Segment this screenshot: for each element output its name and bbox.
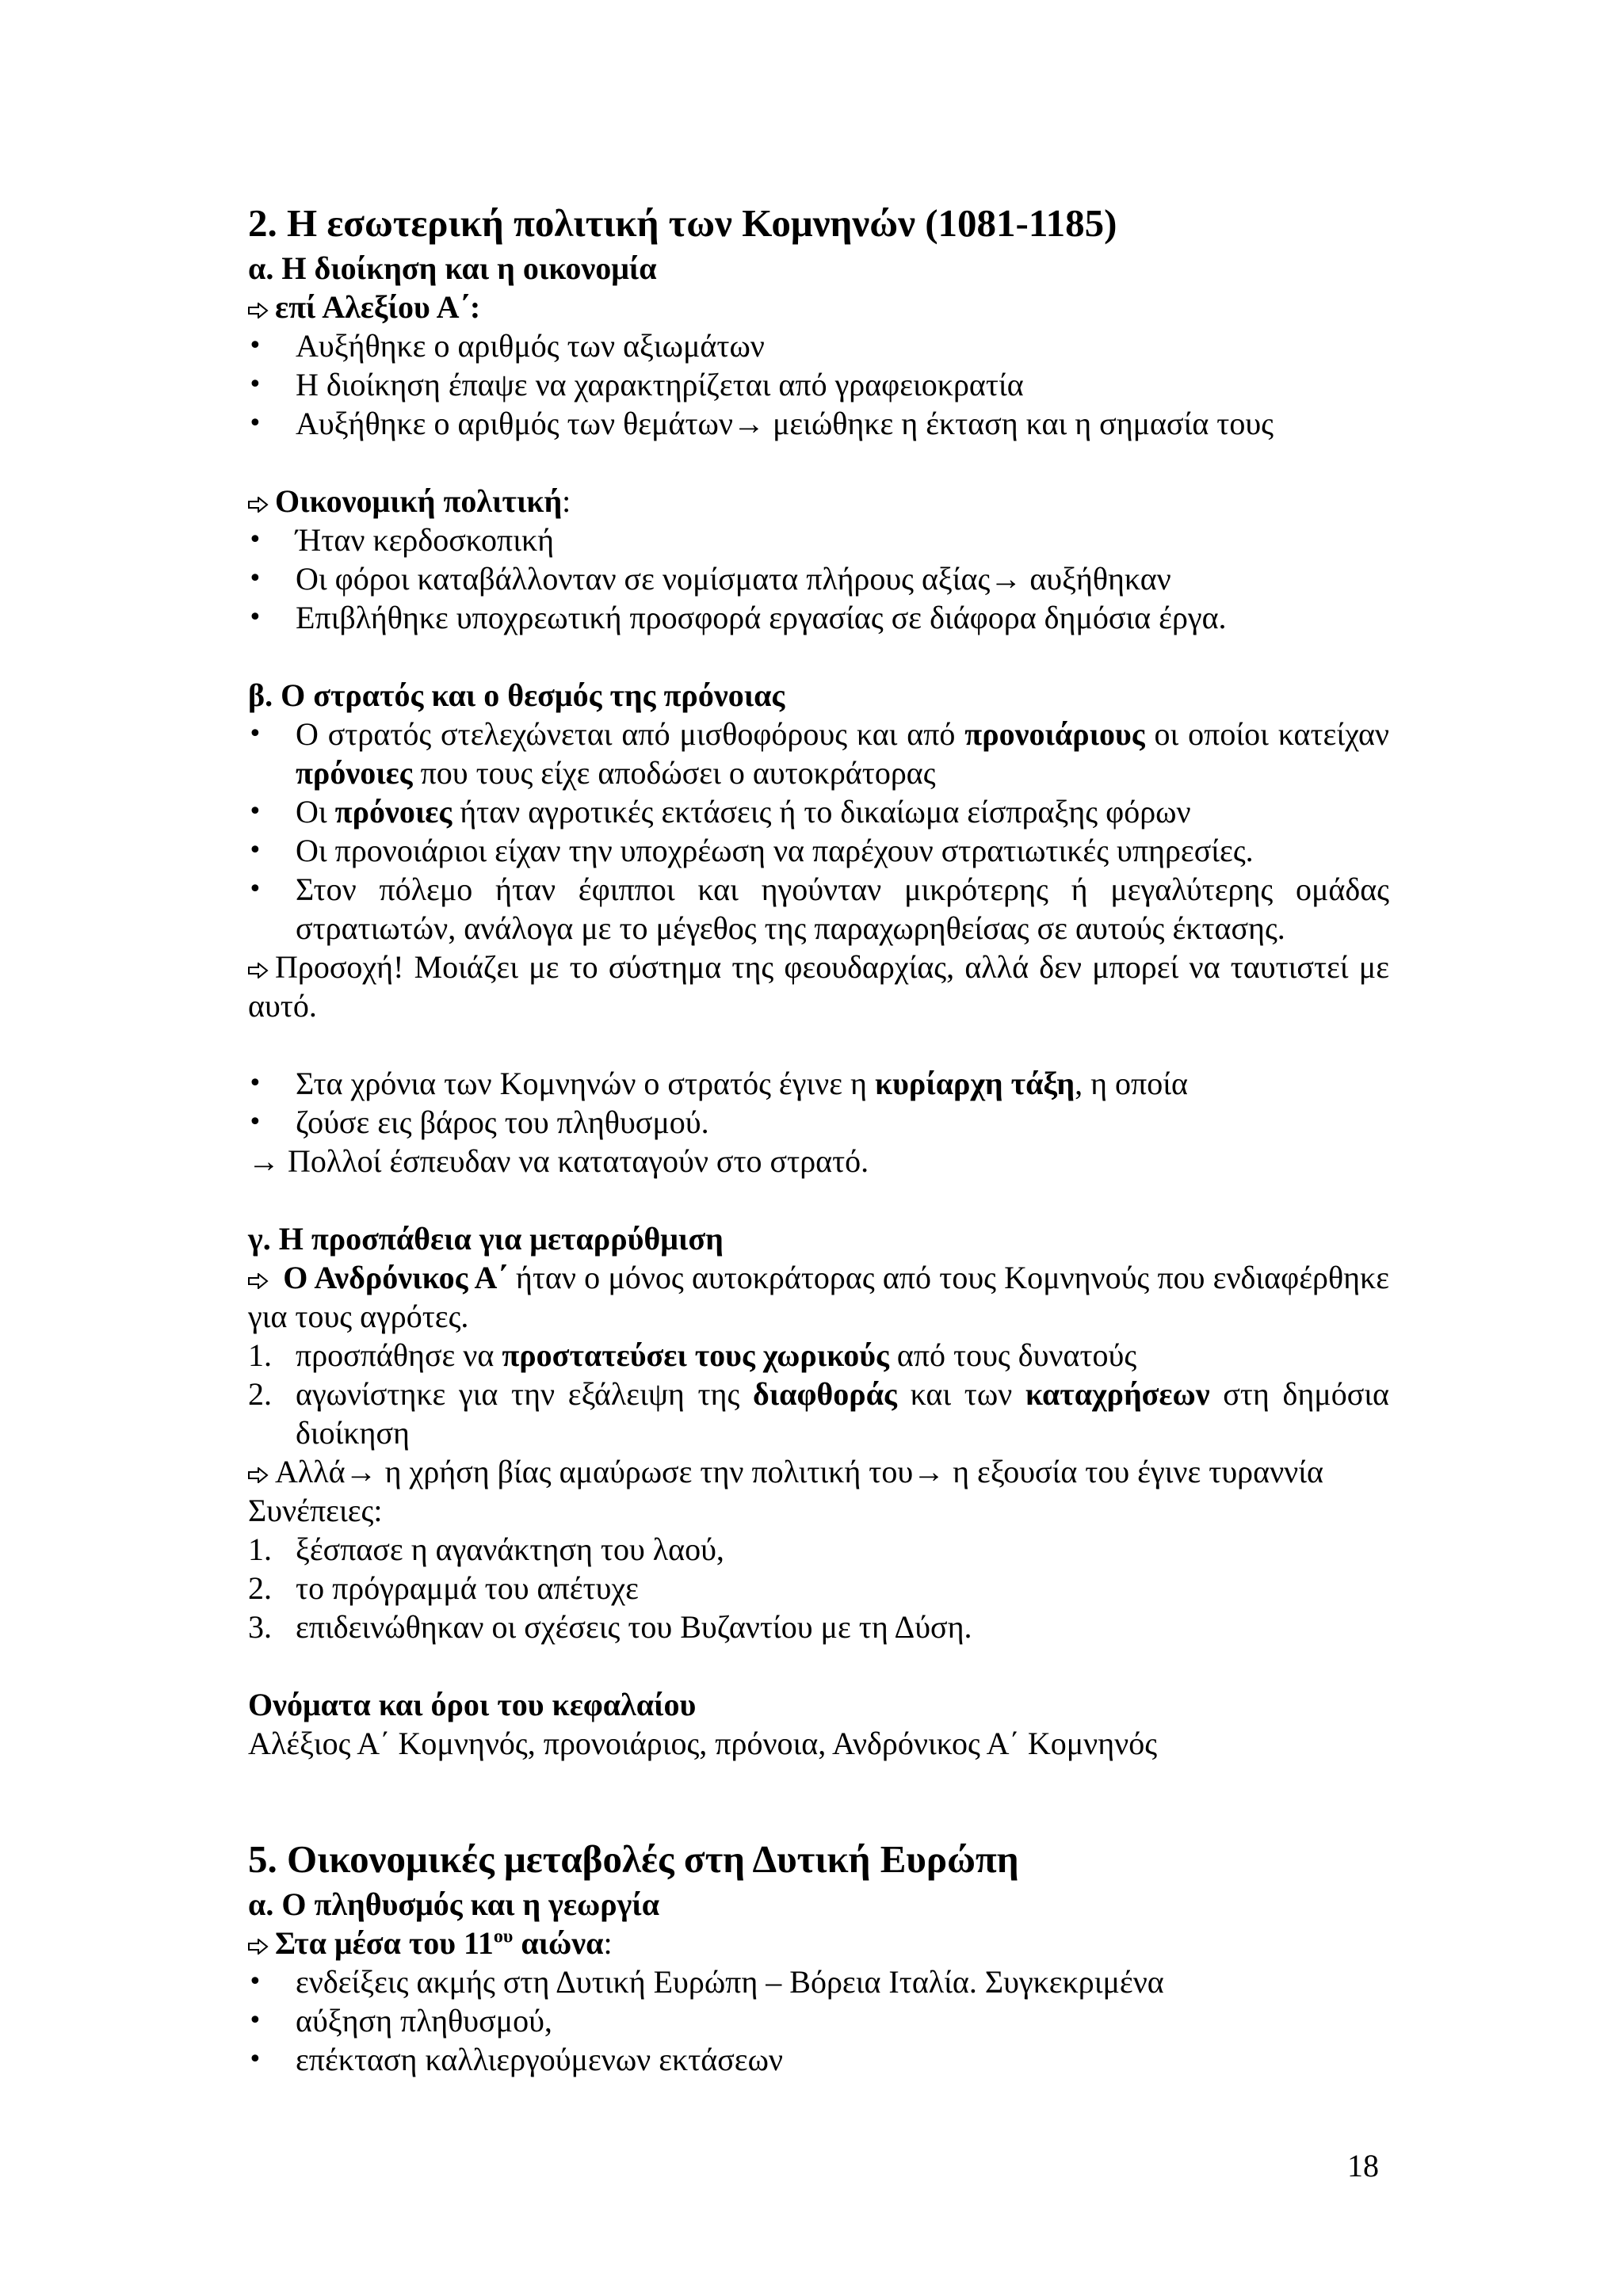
mid-century-heading [248,1924,1389,1962]
text: οι οποίοι κατείχαν [1144,716,1390,752]
bold-term: προνοιάριους [964,716,1145,752]
text: και των [896,1376,1025,1412]
text: Αλλά [275,1454,346,1489]
document-page [248,198,1389,2079]
right-arrow-icon: → [248,1143,280,1179]
terms-text: Αλέξιος Α΄ Κομνηνός, προνοιάριος, πρόνοια, Ανδρόνικος Α΄ Κομνηνός [248,1726,1158,1761]
outline-arrow-icon [248,948,275,986]
list-number: 1. [248,1531,272,1567]
list-item: • επέκταση καλλιεργούμενων εκτάσεων [248,2040,1389,2079]
list-item: • αύξηση πληθυσμού, [248,2001,1389,2040]
bold-term: πρόνοιες [296,755,413,791]
list-item-text: Οι φόροι καταβάλλονταν σε νομίσματα πλήρους αξίας [296,561,991,597]
outline-arrow-icon [248,482,275,521]
text: Στα μέσα του 11 [275,1925,494,1961]
list-item: • ζούσε εις βάρος του πληθυσμού. [248,1103,1389,1142]
list-item [248,1064,1389,1103]
text: Οι [296,794,335,830]
list-item [248,1530,1389,1569]
alexios-heading [248,288,1389,326]
page-number: 18 [1347,2148,1379,2183]
consequences-list [248,1530,1389,1646]
list-item: • Στον πόλεμο ήταν έφιπποι και ηγούνταν μικρότερης ή μεγαλύτερης ομάδας στρατιωτών, ανάλογα με το μέγεθος της παραχωρηθείσας σε αυτούς έκτασης. [248,870,1389,948]
alexios-label: επί Αλεξίου Α΄: [275,289,481,325]
subsection-b-title: β. Ο στρατός και ο θεσμός της πρόνοιας [248,677,785,713]
text: αιώνα [513,1925,604,1961]
list-item-text: Αυξήθηκε ο αριθμός των θεμάτων [296,406,733,441]
bold-term: κυρίαρχη τάξη [874,1066,1075,1101]
superscript: ου [493,1926,514,1947]
list-item [248,404,1389,443]
text: η εξουσία του έγινε τυραννία [945,1454,1323,1489]
text: από τους δυνατούς [888,1337,1137,1373]
list-item [248,1336,1389,1375]
section-5-subtitle: α. Ο πληθυσμός και η γεωργία [248,1886,660,1922]
list-item-text: αυξήθηκαν [1022,561,1171,597]
bold-term: πρόνοιες [334,794,453,830]
list-number: 3. [248,1609,272,1645]
years-list [248,1064,1389,1142]
right-arrow-icon: → [913,1454,945,1489]
but-line [248,1452,1389,1491]
section-5-title: 5. Οικονομικές μεταβολές στη Δυτική Ευρώπη [248,1837,1019,1881]
economic-label: Οικονομική πολιτική [275,483,563,519]
text: στη δημόσια διοίκηση [296,1376,1390,1451]
consequences-label: Συνέπειες: [248,1493,383,1528]
army-list [248,715,1389,948]
list-number: 2. [248,1376,272,1412]
colon: : [562,483,571,519]
colon: : [603,1925,613,1961]
list-item-text: μειώθηκε η έκταση και η σημασία τους [764,406,1274,441]
right-arrow-icon: → [345,1454,377,1489]
list-item: • Ήταν κερδοσκοπική [248,521,1389,559]
attention-text: Προσοχή! Μοιάζει με το σύστημα της φεουδαρχίας, αλλά δεν μπορεί να ταυτιστεί με αυτό. [248,949,1389,1024]
economic-heading [248,482,1389,521]
bold-term: προστατεύσει τους χωρικούς [502,1337,889,1373]
andronikos-name: Ο Ανδρόνικος Α΄ [283,1260,508,1295]
text: που τους είχε αποδώσει ο αυτοκράτορας [412,755,936,791]
bold-term: καταχρήσεων [1025,1376,1210,1412]
reform-list [248,1336,1389,1452]
text: Στα χρόνια των Κομνηνών ο στρατός έγινε η [296,1066,875,1101]
outline-arrow-icon [248,1924,275,1962]
text: αγωνίστηκε για την εξάλειψη της [296,1376,753,1412]
section-5-list [248,1962,1389,2079]
text: επιδεινώθηκαν οι σχέσεις του Βυζαντίου με τη Δύση. [296,1609,972,1645]
list-number: 2. [248,1570,272,1606]
text: προσπάθησε να [296,1337,502,1373]
list-item [248,1569,1389,1608]
subsection-a-title: α. Η διοίκηση και η οικονομία [248,250,657,286]
list-item [248,715,1389,792]
alexios-list [248,326,1389,443]
text: ξέσπασε η αγανάκτηση του λαού, [296,1531,724,1567]
right-arrow-icon: → [732,406,765,441]
list-item: • Αυξήθηκε ο αριθμός των αξιωμάτων [248,326,1389,365]
section-2-title: 2. Η εσωτερική πολιτική των Κομνηνών (1081-1185) [248,201,1117,245]
attention-note [248,948,1389,1025]
list-item [248,1375,1389,1452]
text: ήταν αγροτικές εκτάσεις ή το δικαίωμα είσπραξης φόρων [452,794,1191,830]
list-item: • Επιβλήθηκε υποχρεωτική προσφορά εργασίας σε διάφορα δημόσια έργα. [248,598,1389,637]
outline-arrow-icon [248,1258,275,1297]
list-item: • Οι προνοιάριοι είχαν την υποχρέωση να παρέχουν στρατιωτικές υπηρεσίες. [248,831,1389,870]
list-item [248,1608,1389,1646]
andronikos-text: ήταν ο μόνος αυτοκράτορας από τους Κομνηνούς που ενδιαφέρθηκε για τους αγρότες. [248,1260,1389,1334]
text: Ο στρατός στελεχώνεται από μισθοφόρους και από [296,716,965,752]
text: η χρήση βίας αμαύρωσε την πολιτική του [376,1454,914,1489]
outline-arrow-icon [248,288,275,326]
right-arrow-icon: → [990,561,1022,597]
bold-term: διαφθοράς [752,1376,897,1412]
text: το πρόγραμμά του απέτυχε [296,1570,639,1606]
subsection-c-title: γ. Η προσπάθεια για μεταρρύθμιση [248,1221,724,1257]
list-item [248,792,1389,831]
consequence-line [248,1142,1389,1180]
terms-title: Ονόματα και όροι του κεφαλαίου [248,1687,697,1722]
text: , η οποία [1075,1066,1188,1101]
consequence-text: Πολλοί έσπευδαν να καταταγούν στο στρατό. [288,1143,869,1179]
list-number: 1. [248,1337,272,1373]
outline-arrow-icon [248,1452,275,1491]
economic-list [248,521,1389,637]
list-item: • Η διοίκηση έπαψε να χαρακτηρίζεται από γραφειοκρατία [248,365,1389,404]
list-item [248,559,1389,598]
list-item: • ενδείξεις ακμής στη Δυτική Ευρώπη – Βόρεια Ιταλία. Συγκεκριμένα [248,1962,1389,2001]
andronikos-paragraph [248,1258,1389,1336]
